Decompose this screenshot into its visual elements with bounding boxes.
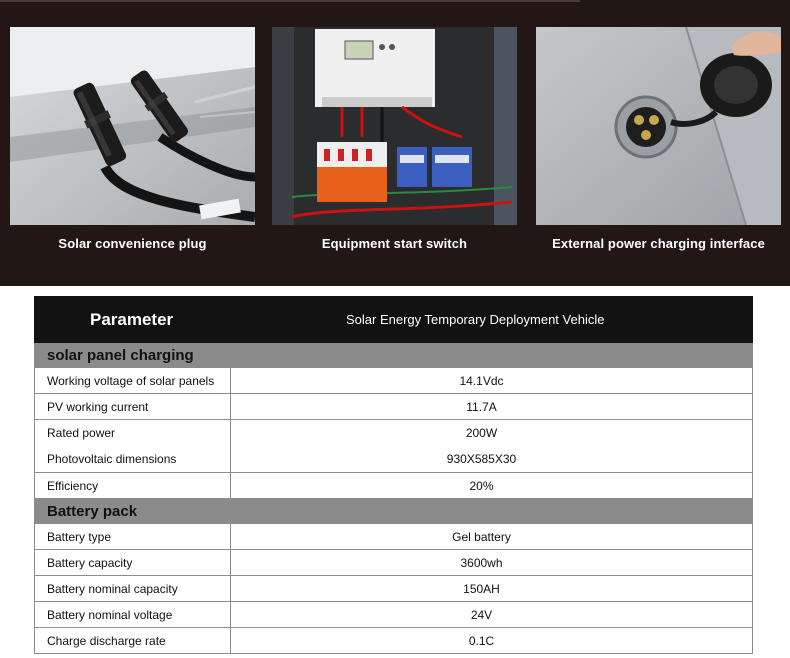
row-label: PV working current bbox=[35, 394, 231, 420]
row-value: 20% bbox=[231, 473, 753, 499]
photo-caption: External power charging interface bbox=[552, 236, 765, 251]
row-value: 930X585X30 bbox=[446, 452, 517, 466]
row-value: 3600wh bbox=[231, 550, 753, 576]
row-label: Charge discharge rate bbox=[35, 628, 231, 654]
table-header bbox=[35, 297, 753, 343]
header-parameter: Parameter bbox=[35, 297, 231, 343]
section-title: Battery pack bbox=[35, 499, 753, 524]
table-row bbox=[35, 524, 753, 550]
header-product: Solar Energy Temporary Deployment Vehicle bbox=[231, 297, 753, 343]
table-row bbox=[35, 473, 753, 499]
table-row bbox=[35, 420, 753, 473]
spec-table bbox=[34, 296, 753, 654]
divider bbox=[0, 0, 580, 2]
solar-plug-photo bbox=[10, 27, 255, 225]
breaker-panel-photo bbox=[272, 27, 517, 225]
table-row bbox=[35, 394, 753, 420]
row-label-pair bbox=[35, 420, 231, 473]
charging-socket-photo bbox=[536, 27, 781, 225]
table-row bbox=[35, 602, 753, 628]
row-label: Rated power bbox=[47, 426, 116, 440]
row-label: Battery capacity bbox=[35, 550, 231, 576]
row-label: Battery type bbox=[35, 524, 231, 550]
table-row bbox=[35, 628, 753, 654]
table-row bbox=[35, 550, 753, 576]
section-heading bbox=[35, 499, 753, 524]
row-label: Photovoltaic dimensions bbox=[47, 452, 177, 466]
row-label: Battery nominal capacity bbox=[35, 576, 231, 602]
row-value: 11.7A bbox=[231, 394, 753, 420]
row-label: Working voltage of solar panels bbox=[35, 368, 231, 394]
row-value: 200W bbox=[465, 426, 498, 440]
row-value: 150AH bbox=[231, 576, 753, 602]
row-value-pair bbox=[231, 420, 753, 473]
row-value: 24V bbox=[231, 602, 753, 628]
photo-caption: Solar convenience plug bbox=[58, 236, 207, 251]
section-heading bbox=[35, 343, 753, 368]
photo-banner bbox=[0, 0, 790, 286]
photo-caption: Equipment start switch bbox=[321, 236, 468, 251]
row-value: 14.1Vdc bbox=[231, 368, 753, 394]
row-value: 0.1C bbox=[231, 628, 753, 654]
table-row bbox=[35, 368, 753, 394]
row-label: Efficiency bbox=[35, 473, 231, 499]
row-label: Battery nominal voltage bbox=[35, 602, 231, 628]
row-value: Gel battery bbox=[231, 524, 753, 550]
section-title: solar panel charging bbox=[35, 343, 753, 368]
table-row bbox=[35, 576, 753, 602]
